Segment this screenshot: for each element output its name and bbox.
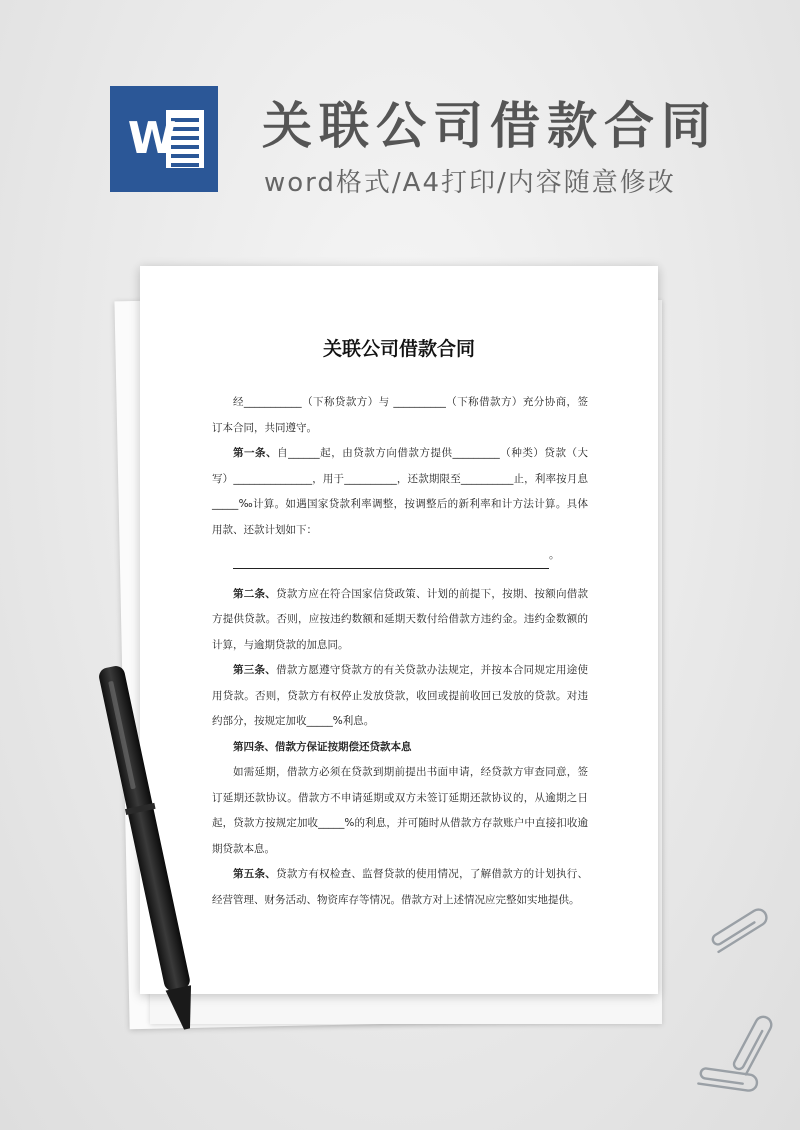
paragraph-text: 借款方愿遵守贷款方的有关贷款办法规定，并按本合同规定用途使用贷款。否则，贷款方有权停止发放贷款，收回或提前收回已发放的贷款。对违约部分，按规定加收_____%利息。 — [212, 664, 588, 727]
article-1 — [212, 441, 588, 543]
pen-icon — [84, 655, 214, 1045]
paragraph-text: 贷款方有权检查、监督贷款的使用情况，了解借款方的计划执行、经营管理、财务活动、物资库存等情况。借款方对上述情况应完整如实地提供。 — [212, 868, 588, 906]
document-title: 关联公司借款合同 — [322, 338, 475, 360]
page-title: 关联公司借款合同 — [262, 97, 718, 155]
article-lead: 第二条、 — [233, 587, 277, 600]
article-3 — [212, 658, 588, 735]
article-2 — [212, 582, 588, 659]
article-lead: 第五条、 — [233, 868, 277, 880]
paragraph-text: 经___________（下称贷款方）与 __________（下称借款方）充分协商，签订本合同，共同遵守。 — [212, 396, 588, 434]
article-lead: 第四条、 — [233, 740, 275, 753]
repayment-plan-line — [212, 543, 588, 569]
article-lead: 第三条、 — [233, 664, 277, 676]
blank-fill-line — [233, 558, 549, 569]
paragraph-text: 。 — [549, 549, 560, 561]
paragraph-text: 如需延期，借款方必须在贷款到期前提出书面申请，经贷款方审查同意，签订延期还款协议。借款方不申请延期或双方未签订延期还款协议的，从逾期之日起，贷款方按规定加收_____%的利息，并可随时从借款方存款账户中直接扣收逾期贷款本息。 — [212, 766, 588, 855]
article-5 — [212, 862, 588, 913]
page-subtitle: word格式/A4打印/内容随意修改 — [264, 168, 676, 198]
article-4-body — [212, 760, 588, 862]
paragraph-text: 贷款方应在符合国家信贷政策、计划的前提下，按期、按额向借款方提供贷款。否则，应按违约数额和延期天数付给借款方违约金。违约金数额的计算，与逾期贷款的加息同。 — [212, 587, 588, 651]
paragraph-intro — [212, 390, 588, 441]
article-lead: 第一条、 — [233, 447, 278, 459]
header — [0, 0, 800, 230]
document-body — [212, 390, 588, 913]
article-heading: 借款方保证按期偿还贷款本息 — [275, 740, 412, 753]
spacer — [212, 569, 588, 582]
paperclip-icon — [690, 1008, 800, 1118]
word-logo-icon — [110, 86, 218, 192]
document-page — [140, 266, 658, 994]
article-4 — [212, 735, 588, 761]
paperclip-icon — [704, 906, 784, 966]
word-logo-letter: W — [127, 113, 177, 164]
paragraph-text: 自______起，由贷款方向借款方提供_________（种类）贷款（大写）_______________，用于__________，还款期限至__________止，利率按月息_____‰计算。如遇国家贷款利率调整，按调整后的新利率和计方法计算。具体用款、还款计划如下： — [212, 447, 589, 536]
